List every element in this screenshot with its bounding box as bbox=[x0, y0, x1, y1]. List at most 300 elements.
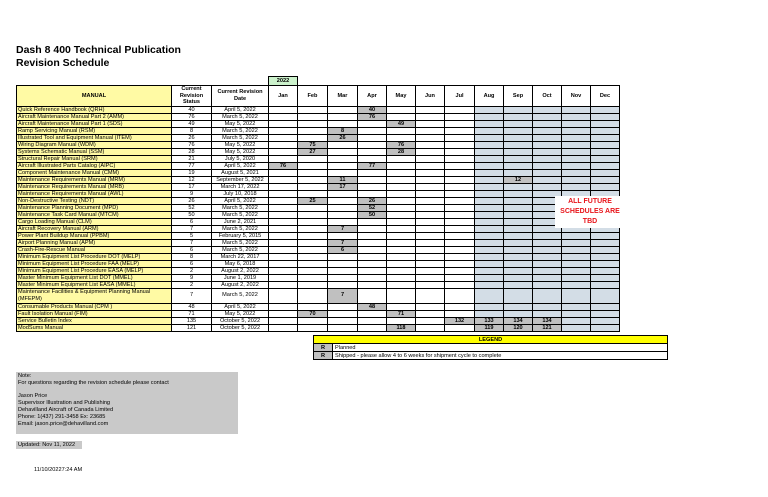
month-cell-jul bbox=[445, 127, 475, 134]
table-row bbox=[17, 141, 620, 148]
table-row bbox=[17, 155, 620, 162]
month-cell-jun bbox=[416, 281, 445, 288]
legend-item bbox=[314, 344, 668, 352]
month-cell-oct bbox=[533, 260, 562, 267]
month-cell-jan bbox=[269, 134, 298, 141]
revision-date: May 5, 2022 bbox=[212, 310, 269, 317]
month-cell-apr: 40 bbox=[358, 106, 387, 113]
manual-name: Fault Isolation Manual (FIM) bbox=[17, 310, 172, 317]
month-cell-aug bbox=[475, 106, 504, 113]
month-cell-apr bbox=[358, 232, 387, 239]
month-cell-apr: 48 bbox=[358, 303, 387, 310]
contact-note bbox=[16, 372, 238, 434]
month-header-jun: Jun bbox=[416, 86, 445, 107]
month-cell-jun bbox=[416, 190, 445, 197]
month-cell-jan bbox=[269, 183, 298, 190]
month-cell-oct bbox=[533, 127, 562, 134]
month-cell-apr bbox=[358, 317, 387, 324]
month-cell-mar bbox=[328, 218, 358, 225]
month-cell-sep bbox=[504, 141, 533, 148]
month-cell-oct bbox=[533, 120, 562, 127]
manual-name: Service Bulletin Index bbox=[17, 317, 172, 324]
month-cell-nov bbox=[562, 120, 591, 127]
month-header-dec: Dec bbox=[591, 86, 620, 107]
month-cell-dec bbox=[591, 310, 620, 317]
month-cell-jan bbox=[269, 303, 298, 310]
month-cell-apr bbox=[358, 324, 387, 331]
month-cell-sep bbox=[504, 134, 533, 141]
month-cell-feb bbox=[298, 176, 328, 183]
month-cell-mar: 26 bbox=[328, 134, 358, 141]
month-cell-sep: 134 bbox=[504, 317, 533, 324]
revision-date: August 2, 2022 bbox=[212, 267, 269, 274]
month-cell-oct bbox=[533, 148, 562, 155]
month-cell-oct bbox=[533, 155, 562, 162]
month-cell-feb bbox=[298, 232, 328, 239]
month-cell-dec bbox=[591, 134, 620, 141]
month-cell-jun bbox=[416, 317, 445, 324]
month-cell-jul bbox=[445, 113, 475, 120]
month-header-aug: Aug bbox=[475, 86, 504, 107]
legend-text-shipped: Shipped - please allow 4 to 6 weeks for shipment cycle to complete bbox=[333, 352, 668, 360]
revision-status: 2 bbox=[172, 281, 212, 288]
month-cell-apr bbox=[358, 141, 387, 148]
month-cell-sep bbox=[504, 253, 533, 260]
month-cell-feb: 25 bbox=[298, 197, 328, 204]
month-cell-aug bbox=[475, 260, 504, 267]
manual-name: Maintenance Requirements Manual (AWL) bbox=[17, 190, 172, 197]
month-cell-apr bbox=[358, 176, 387, 183]
month-cell-mar bbox=[328, 106, 358, 113]
manual-name: Aircraft Maintenance Manual Part 2 (AMM) bbox=[17, 113, 172, 120]
month-cell-jul bbox=[445, 211, 475, 218]
month-cell-may bbox=[387, 260, 416, 267]
month-cell-jul bbox=[445, 183, 475, 190]
month-cell-mar bbox=[328, 253, 358, 260]
month-cell-aug bbox=[475, 253, 504, 260]
month-cell-jul bbox=[445, 274, 475, 281]
note-heading: Note: bbox=[18, 373, 32, 379]
manual-header: MANUAL bbox=[17, 86, 172, 107]
month-cell-nov bbox=[562, 267, 591, 274]
month-cell-nov bbox=[562, 127, 591, 134]
revision-date: March 5, 2022 bbox=[212, 246, 269, 253]
revision-date: February 5, 2015 bbox=[212, 232, 269, 239]
month-header-nov: Nov bbox=[562, 86, 591, 107]
month-cell-apr bbox=[358, 183, 387, 190]
contact-role: Supervisor Illustration and Publishing bbox=[18, 400, 111, 406]
month-cell-jul bbox=[445, 197, 475, 204]
table-row bbox=[17, 176, 620, 183]
year-row bbox=[17, 77, 620, 86]
month-cell-sep bbox=[504, 190, 533, 197]
revision-date: March 5, 2022 bbox=[212, 134, 269, 141]
table-row bbox=[17, 218, 620, 225]
title-line-1: Dash 8 400 Technical Publication bbox=[16, 44, 181, 56]
revision-status: 76 bbox=[172, 113, 212, 120]
legend-title: LEGEND bbox=[314, 336, 668, 344]
month-cell-feb bbox=[298, 106, 328, 113]
month-cell-sep bbox=[504, 274, 533, 281]
month-cell-jun bbox=[416, 324, 445, 331]
month-cell-aug bbox=[475, 148, 504, 155]
month-cell-aug bbox=[475, 127, 504, 134]
month-cell-jul bbox=[445, 176, 475, 183]
month-cell-may bbox=[387, 204, 416, 211]
revision-date: May 5, 2022 bbox=[212, 148, 269, 155]
month-cell-jan bbox=[269, 218, 298, 225]
month-cell-jan bbox=[269, 246, 298, 253]
revision-status: 2 bbox=[172, 267, 212, 274]
month-cell-aug bbox=[475, 225, 504, 232]
print-timestamp: 11/10/20227:24 AM bbox=[34, 467, 83, 473]
month-cell-sep bbox=[504, 225, 533, 232]
month-cell-may: 71 bbox=[387, 310, 416, 317]
month-cell-oct bbox=[533, 246, 562, 253]
month-cell-sep bbox=[504, 232, 533, 239]
month-cell-apr bbox=[358, 288, 387, 303]
revision-schedule-table bbox=[16, 76, 620, 332]
month-cell-jun bbox=[416, 183, 445, 190]
month-cell-jun bbox=[416, 218, 445, 225]
month-cell-nov bbox=[562, 253, 591, 260]
month-cell-dec bbox=[591, 148, 620, 155]
month-cell-nov bbox=[562, 134, 591, 141]
month-cell-jun bbox=[416, 106, 445, 113]
month-cell-nov bbox=[562, 106, 591, 113]
month-cell-jun bbox=[416, 113, 445, 120]
table-row bbox=[17, 169, 620, 176]
month-cell-nov bbox=[562, 239, 591, 246]
legend-key-shipped: R bbox=[314, 352, 333, 360]
table-row bbox=[17, 127, 620, 134]
month-cell-mar bbox=[328, 211, 358, 218]
month-cell-dec bbox=[591, 281, 620, 288]
month-cell-feb bbox=[298, 169, 328, 176]
month-cell-oct bbox=[533, 162, 562, 169]
month-cell-nov bbox=[562, 246, 591, 253]
revision-date: May 5, 2022 bbox=[212, 141, 269, 148]
legend-text-planned: Planned bbox=[333, 344, 668, 352]
month-cell-nov bbox=[562, 183, 591, 190]
manual-name: Minimum Equipment List Procedure EASA (MELP) bbox=[17, 267, 172, 274]
month-cell-feb bbox=[298, 303, 328, 310]
table-row bbox=[17, 310, 620, 317]
table-row bbox=[17, 324, 620, 331]
month-cell-jan bbox=[269, 324, 298, 331]
month-cell-aug bbox=[475, 310, 504, 317]
note-line: For questions regarding the revision schedule please contact bbox=[18, 380, 169, 386]
month-cell-jun bbox=[416, 204, 445, 211]
month-cell-sep bbox=[504, 148, 533, 155]
month-cell-feb bbox=[298, 246, 328, 253]
table-row bbox=[17, 183, 620, 190]
table-row bbox=[17, 197, 620, 204]
revision-date: April 5, 2022 bbox=[212, 197, 269, 204]
month-cell-apr bbox=[358, 267, 387, 274]
month-cell-oct bbox=[533, 253, 562, 260]
month-cell-aug bbox=[475, 134, 504, 141]
month-cell-may bbox=[387, 176, 416, 183]
month-cell-mar: 8 bbox=[328, 127, 358, 134]
month-cell-apr bbox=[358, 155, 387, 162]
month-cell-feb bbox=[298, 274, 328, 281]
month-cell-dec bbox=[591, 253, 620, 260]
month-cell-dec bbox=[591, 162, 620, 169]
month-cell-may bbox=[387, 274, 416, 281]
table-row bbox=[17, 239, 620, 246]
month-cell-jan bbox=[269, 176, 298, 183]
month-cell-sep bbox=[504, 288, 533, 303]
month-cell-sep bbox=[504, 267, 533, 274]
revision-date: March 5, 2022 bbox=[212, 113, 269, 120]
month-cell-oct bbox=[533, 267, 562, 274]
month-cell-may bbox=[387, 303, 416, 310]
month-cell-feb bbox=[298, 120, 328, 127]
table-row bbox=[17, 274, 620, 281]
month-cell-jul bbox=[445, 190, 475, 197]
revision-date: March 5, 2022 bbox=[212, 204, 269, 211]
month-cell-feb bbox=[298, 281, 328, 288]
month-cell-apr bbox=[358, 246, 387, 253]
revision-date: August 2, 2022 bbox=[212, 281, 269, 288]
month-cell-sep bbox=[504, 303, 533, 310]
month-cell-apr bbox=[358, 218, 387, 225]
month-cell-feb bbox=[298, 317, 328, 324]
month-cell-may: 76 bbox=[387, 141, 416, 148]
month-cell-mar bbox=[328, 274, 358, 281]
month-header-jan: Jan bbox=[269, 86, 298, 107]
month-cell-dec bbox=[591, 106, 620, 113]
month-cell-jul bbox=[445, 225, 475, 232]
revision-status: 7 bbox=[172, 288, 212, 303]
month-cell-may: 49 bbox=[387, 120, 416, 127]
month-cell-sep bbox=[504, 106, 533, 113]
month-cell-jul bbox=[445, 267, 475, 274]
month-cell-mar bbox=[328, 310, 358, 317]
month-cell-aug bbox=[475, 176, 504, 183]
month-cell-oct bbox=[533, 113, 562, 120]
month-cell-aug bbox=[475, 211, 504, 218]
month-cell-dec bbox=[591, 141, 620, 148]
revision-date: March 5, 2022 bbox=[212, 211, 269, 218]
month-cell-may bbox=[387, 253, 416, 260]
month-cell-oct bbox=[533, 141, 562, 148]
month-cell-may bbox=[387, 113, 416, 120]
month-cell-sep bbox=[504, 183, 533, 190]
manual-name: Master Minimum Equipment List EASA (MMEL) bbox=[17, 281, 172, 288]
month-cell-may bbox=[387, 281, 416, 288]
month-cell-jun bbox=[416, 225, 445, 232]
month-cell-may bbox=[387, 162, 416, 169]
month-cell-aug bbox=[475, 190, 504, 197]
revision-status: 135 bbox=[172, 317, 212, 324]
month-cell-sep bbox=[504, 120, 533, 127]
month-cell-jan bbox=[269, 260, 298, 267]
month-cell-oct bbox=[533, 176, 562, 183]
month-cell-jul bbox=[445, 260, 475, 267]
month-cell-jun bbox=[416, 197, 445, 204]
month-cell-may bbox=[387, 246, 416, 253]
month-cell-jan bbox=[269, 232, 298, 239]
table-row bbox=[17, 204, 620, 211]
manual-name: Minimum Equipment List Procedure FAA (MELP) bbox=[17, 260, 172, 267]
contact-name: Jason Price bbox=[18, 393, 48, 399]
manual-name: Quick Reference Handbook (QRH) bbox=[17, 106, 172, 113]
table-row bbox=[17, 225, 620, 232]
month-cell-jan bbox=[269, 120, 298, 127]
month-cell-aug bbox=[475, 267, 504, 274]
month-cell-apr bbox=[358, 225, 387, 232]
revision-date: July 10, 2018 bbox=[212, 190, 269, 197]
month-cell-jul bbox=[445, 281, 475, 288]
legend-key-planned: R bbox=[314, 344, 333, 352]
status-header: Current Revision Status bbox=[172, 86, 212, 107]
month-cell-may bbox=[387, 239, 416, 246]
month-header-may: May bbox=[387, 86, 416, 107]
month-cell-mar bbox=[328, 113, 358, 120]
month-cell-jun bbox=[416, 162, 445, 169]
month-cell-nov bbox=[562, 169, 591, 176]
month-cell-nov bbox=[562, 232, 591, 239]
revision-date: October 5, 2022 bbox=[212, 317, 269, 324]
month-cell-mar bbox=[328, 204, 358, 211]
manual-name: Systems Schematic Manual (SSM) bbox=[17, 148, 172, 155]
month-cell-oct bbox=[533, 288, 562, 303]
month-cell-aug: 119 bbox=[475, 324, 504, 331]
month-cell-mar: 6 bbox=[328, 246, 358, 253]
month-cell-jul bbox=[445, 310, 475, 317]
revision-status: 121 bbox=[172, 324, 212, 331]
page-title bbox=[16, 44, 181, 70]
month-cell-jan bbox=[269, 211, 298, 218]
month-cell-nov bbox=[562, 260, 591, 267]
month-cell-feb bbox=[298, 183, 328, 190]
revision-date: March 17, 2022 bbox=[212, 183, 269, 190]
month-cell-mar bbox=[328, 317, 358, 324]
month-cell-aug bbox=[475, 197, 504, 204]
month-cell-mar bbox=[328, 267, 358, 274]
month-cell-aug bbox=[475, 162, 504, 169]
month-cell-apr bbox=[358, 120, 387, 127]
month-cell-feb bbox=[298, 260, 328, 267]
manual-name: Non-Destructive Testing (NDT) bbox=[17, 197, 172, 204]
month-cell-jan bbox=[269, 310, 298, 317]
revision-status: 7 bbox=[172, 239, 212, 246]
revision-date: March 5, 2022 bbox=[212, 127, 269, 134]
month-cell-apr bbox=[358, 127, 387, 134]
month-cell-nov bbox=[562, 155, 591, 162]
month-cell-may bbox=[387, 183, 416, 190]
legend bbox=[313, 335, 668, 360]
month-cell-feb bbox=[298, 155, 328, 162]
month-cell-may bbox=[387, 211, 416, 218]
table-row bbox=[17, 246, 620, 253]
manual-name: Cargo Loading Manual (CLM) bbox=[17, 218, 172, 225]
month-cell-jun bbox=[416, 141, 445, 148]
revision-status: 28 bbox=[172, 148, 212, 155]
month-cell-nov bbox=[562, 148, 591, 155]
month-cell-mar bbox=[328, 324, 358, 331]
manual-name: Maintenance Facilities & Equipment Planning Manual (MFEPM) bbox=[17, 288, 172, 303]
month-cell-may bbox=[387, 218, 416, 225]
month-cell-apr bbox=[358, 148, 387, 155]
table-row bbox=[17, 281, 620, 288]
revision-date: April 5, 2022 bbox=[212, 303, 269, 310]
title-line-2: Revision Schedule bbox=[16, 57, 110, 69]
revision-status: 6 bbox=[172, 246, 212, 253]
month-cell-nov bbox=[562, 310, 591, 317]
month-cell-jan bbox=[269, 127, 298, 134]
revision-status: 40 bbox=[172, 106, 212, 113]
month-cell-may: 118 bbox=[387, 324, 416, 331]
table-row bbox=[17, 120, 620, 127]
month-cell-sep bbox=[504, 260, 533, 267]
month-cell-dec bbox=[591, 288, 620, 303]
month-cell-jan bbox=[269, 253, 298, 260]
month-cell-aug bbox=[475, 239, 504, 246]
month-cell-feb bbox=[298, 288, 328, 303]
month-cell-dec bbox=[591, 176, 620, 183]
revision-status: 50 bbox=[172, 211, 212, 218]
manual-name: Minimum Equipment List Procedure DOT (MELP) bbox=[17, 253, 172, 260]
month-cell-jun bbox=[416, 239, 445, 246]
month-cell-aug bbox=[475, 120, 504, 127]
month-cell-dec bbox=[591, 324, 620, 331]
table-row bbox=[17, 190, 620, 197]
month-cell-dec bbox=[591, 113, 620, 120]
month-cell-dec bbox=[591, 232, 620, 239]
month-cell-sep bbox=[504, 281, 533, 288]
contact-phone: Phone: 1(437) 291-3458 Ex: 23685 bbox=[18, 414, 106, 420]
month-cell-jan bbox=[269, 106, 298, 113]
month-cell-sep bbox=[504, 155, 533, 162]
revision-status: 77 bbox=[172, 162, 212, 169]
manual-name: Crash-Fire-Rescue Manual bbox=[17, 246, 172, 253]
revision-status: 26 bbox=[172, 134, 212, 141]
month-cell-dec bbox=[591, 155, 620, 162]
table-row bbox=[17, 267, 620, 274]
month-cell-oct bbox=[533, 183, 562, 190]
month-cell-jan bbox=[269, 239, 298, 246]
month-cell-jul bbox=[445, 232, 475, 239]
month-cell-dec bbox=[591, 260, 620, 267]
month-cell-jun bbox=[416, 260, 445, 267]
month-cell-jan bbox=[269, 113, 298, 120]
table-row bbox=[17, 134, 620, 141]
month-cell-jun bbox=[416, 148, 445, 155]
month-cell-sep bbox=[504, 197, 533, 204]
month-cell-aug bbox=[475, 169, 504, 176]
manual-name: Aircraft Maintenance Manual Part 1 (SDS) bbox=[17, 120, 172, 127]
month-cell-mar: 17 bbox=[328, 183, 358, 190]
month-cell-nov bbox=[562, 324, 591, 331]
revision-status: 48 bbox=[172, 303, 212, 310]
month-cell-feb bbox=[298, 204, 328, 211]
manual-name: Illustrated Tool and Equipment Manual (ITEM) bbox=[17, 134, 172, 141]
revision-date: April 5, 2022 bbox=[212, 106, 269, 113]
month-cell-aug bbox=[475, 232, 504, 239]
month-cell-jun bbox=[416, 169, 445, 176]
revision-date: March 5, 2022 bbox=[212, 225, 269, 232]
month-cell-mar: 11 bbox=[328, 176, 358, 183]
table-row bbox=[17, 162, 620, 169]
manual-name: Airport Planning Manual (APM) bbox=[17, 239, 172, 246]
month-cell-apr: 50 bbox=[358, 211, 387, 218]
month-cell-jan: 76 bbox=[269, 162, 298, 169]
month-cell-apr bbox=[358, 274, 387, 281]
month-cell-jul bbox=[445, 162, 475, 169]
